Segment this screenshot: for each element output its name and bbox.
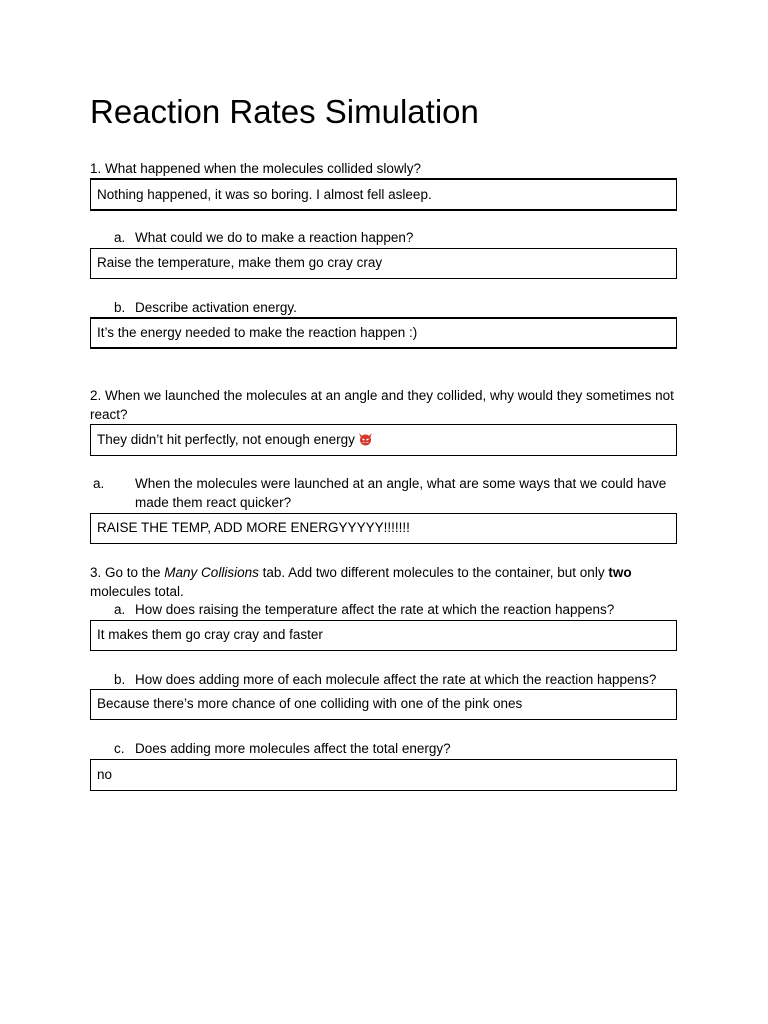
question-1a-answer: Raise the temperature, make them go cray cray — [97, 255, 383, 270]
question-1b-answer-box[interactable] — [90, 317, 677, 349]
question-3b-answer-box[interactable] — [90, 689, 677, 720]
devil-face-icon — [358, 427, 373, 441]
question-2a-letter: a. — [93, 476, 105, 491]
question-3c-letter: c. — [114, 741, 125, 756]
question-2a-answer-box[interactable] — [90, 513, 677, 544]
question-2-answer-box[interactable] — [90, 424, 677, 456]
question-1b-text: Describe activation energy. — [135, 300, 297, 315]
question-1-answer-box[interactable] — [90, 178, 677, 211]
question-3b-letter: b. — [114, 672, 126, 687]
question-1-answer: Nothing happened, it was so boring. I almost fell asleep. — [97, 187, 432, 202]
question-3-text-1: 3. Go to the — [90, 565, 165, 580]
question-3b-prompt — [114, 670, 656, 689]
question-1-prompt: 1. What happened when the molecules collided slowly? — [90, 161, 421, 176]
question-2-answer: They didn’t hit perfectly, not enough energy — [97, 432, 355, 447]
question-1a-answer-box[interactable] — [90, 248, 677, 279]
page-title: Reaction Rates Simulation — [90, 93, 479, 130]
question-2-prompt: 2. When we launched the molecules at an angle and they collided, why would they sometimes not react? — [90, 388, 674, 422]
question-1b-answer: It’s the energy needed to make the reaction happen :) — [97, 325, 418, 340]
question-3-emphasis: two — [608, 565, 632, 580]
question-3-tab-name: Many Collisions — [164, 565, 259, 580]
question-3c-answer-box[interactable] — [90, 759, 677, 791]
question-1a-prompt — [114, 228, 413, 247]
question-3a-text: How does raising the temperature affect the rate at which the reaction happens? — [135, 602, 615, 617]
question-2a-prompt — [93, 474, 695, 512]
question-3-text-3: molecules total. — [90, 584, 184, 599]
question-3-prompt — [90, 563, 680, 601]
question-3b-answer: Because there’s more chance of one colliding with one of the pink ones — [97, 696, 523, 711]
question-3a-answer: It makes them go cray cray and faster — [97, 627, 323, 642]
question-3a-answer-box[interactable] — [90, 620, 677, 651]
question-2a-text: When the molecules were launched at an angle, what are some ways that we could have made them react quicker? — [135, 476, 667, 510]
question-3a-prompt — [114, 600, 614, 619]
question-2a-answer: RAISE THE TEMP, ADD MORE ENERGYYYYY!!!!!!! — [97, 520, 410, 535]
question-3c-prompt — [114, 739, 451, 758]
question-3b-text: How does adding more of each molecule affect the rate at which the reaction happens? — [135, 672, 657, 687]
question-3c-answer: no — [97, 767, 113, 782]
question-3a-letter: a. — [114, 602, 126, 617]
question-1b-letter: b. — [114, 300, 126, 315]
question-3-text-2: tab. Add two different molecules to the container, but only — [258, 565, 609, 580]
question-1b-prompt — [114, 298, 297, 317]
question-1a-text: What could we do to make a reaction happen? — [135, 230, 414, 245]
question-1a-letter: a. — [114, 230, 126, 245]
question-3c-text: Does adding more molecules affect the total energy? — [135, 741, 451, 756]
